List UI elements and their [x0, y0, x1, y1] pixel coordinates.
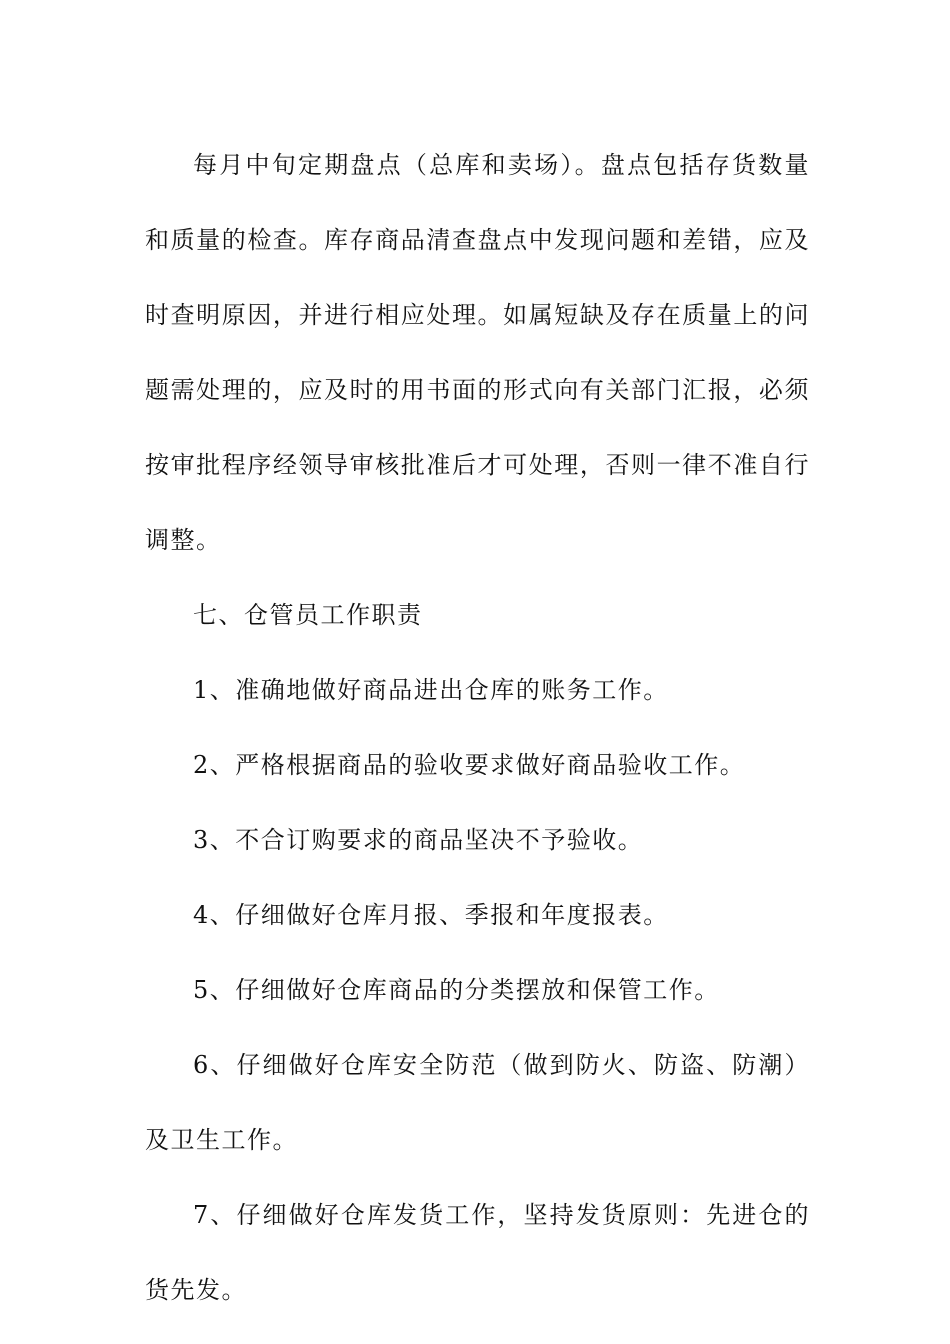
section-heading-warehouse-duties: 七、仓管员工作职责 [193, 601, 423, 629]
duty-item-1: 1、准确地做好商品进出仓库的账务工作。 [193, 676, 669, 704]
duty-item-4: 4、仔细做好仓库月报、季报和年度报表。 [193, 901, 669, 929]
document-page [145, 128, 810, 1328]
paragraph-inventory-check: 每月中旬定期盘点（总库和卖场）。盘点包括存货数量和质量的检查。库存商品清查盘点中发现问题和差错，应及时查明原因，并进行相应处理。如属短缺及存在质量上的问题需处理的，应及时的用书面的形式向有关部门汇报，必须按审批程序经领导审核批准后才可处理，否则一律不准自行调整。 [145, 151, 810, 554]
duty-item-7: 7、仔细做好仓库发货工作，坚持发货原则：先进仓的货先发。 [145, 1201, 810, 1304]
duty-item-3: 3、不合订购要求的商品坚决不予验收。 [193, 826, 644, 854]
duty-item-6: 6、仔细做好仓库安全防范（做到防火、防盗、防潮）及卫生工作。 [145, 1051, 810, 1154]
duty-item-2: 2、严格根据商品的验收要求做好商品验收工作。 [193, 751, 746, 779]
duty-item-5: 5、仔细做好仓库商品的分类摆放和保管工作。 [193, 976, 720, 1004]
